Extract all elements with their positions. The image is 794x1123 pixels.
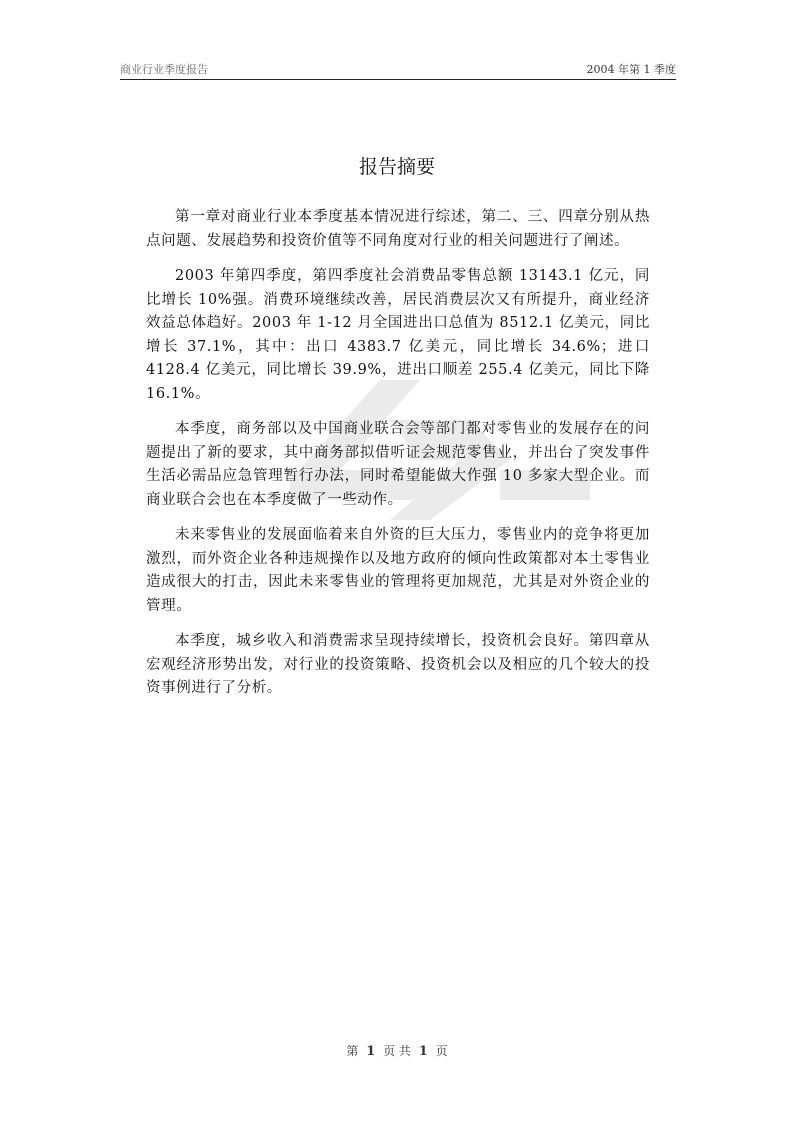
header-period: 2004 年第 1 季度 [586, 63, 676, 76]
total-page-number: 1 [418, 1044, 428, 1059]
header-report-name: 商业行业季度报告 [120, 63, 208, 76]
paragraph-investment: 本季度，城乡收入和消费需求呈现持续增长，投资机会良好。第四章从宏观经济形势出发，对行业的投资策略、投资机会以及相应的几个较大的投资事例进行了分析。 [146, 633, 650, 696]
footer-prefix: 第 [346, 1044, 359, 1058]
footer-middle: 页 共 [383, 1044, 411, 1058]
paragraph-policy: 本季度，商务部以及中国商业联合会等部门都对零售业的发展存在的问题提出了新的要求，其中商务部拟借听证会规范零售业，并出台了突发事件生活必需品应急管理暂行办法，同时希望能做大作强 10 多家大型企业。而商业联合会也在本季度做了一些动作。 [146, 421, 650, 508]
footer-suffix: 页 [435, 1044, 448, 1058]
page-header [120, 57, 676, 80]
page-title: 报告摘要 [358, 156, 435, 178]
paragraph-overview: 第一章对商业行业本季度基本情况进行综述，第二、三、四章分别从热点问题、发展趋势和投资价值等不同角度对行业的相关问题进行了阐述。 [146, 209, 650, 249]
page-footer [0, 1042, 794, 1059]
current-page-number: 1 [366, 1044, 376, 1059]
paragraph-statistics: 2003 年第四季度，第四季度社会消费品零售总额 13143.1 亿元，同比增长 10%强。消费环境继续改善，居民消费层次又有所提升，商业经济效益总体趋好。2003 年 1-12 月全国进出口总值为 8512.1 亿美元，同比增长 37.1%，其中：出口 4383.7 亿美元，同比增长 34.6%；进口 4128.4 亿美元，同比增长 39.9%，进出口顺差 255.4 亿美元，同比下降 16.1%。 [146, 268, 650, 402]
paragraph-outlook: 未来零售业的发展面临着来自外资的巨大压力，零售业内的竞争将更加激烈，而外资企业各种违规操作以及地方政府的倾向性政策都对本土零售业造成很大的打击，因此未来零售业的管理将更加规范，尤其是对外资企业的管理。 [146, 527, 650, 614]
summary-body [146, 206, 650, 713]
